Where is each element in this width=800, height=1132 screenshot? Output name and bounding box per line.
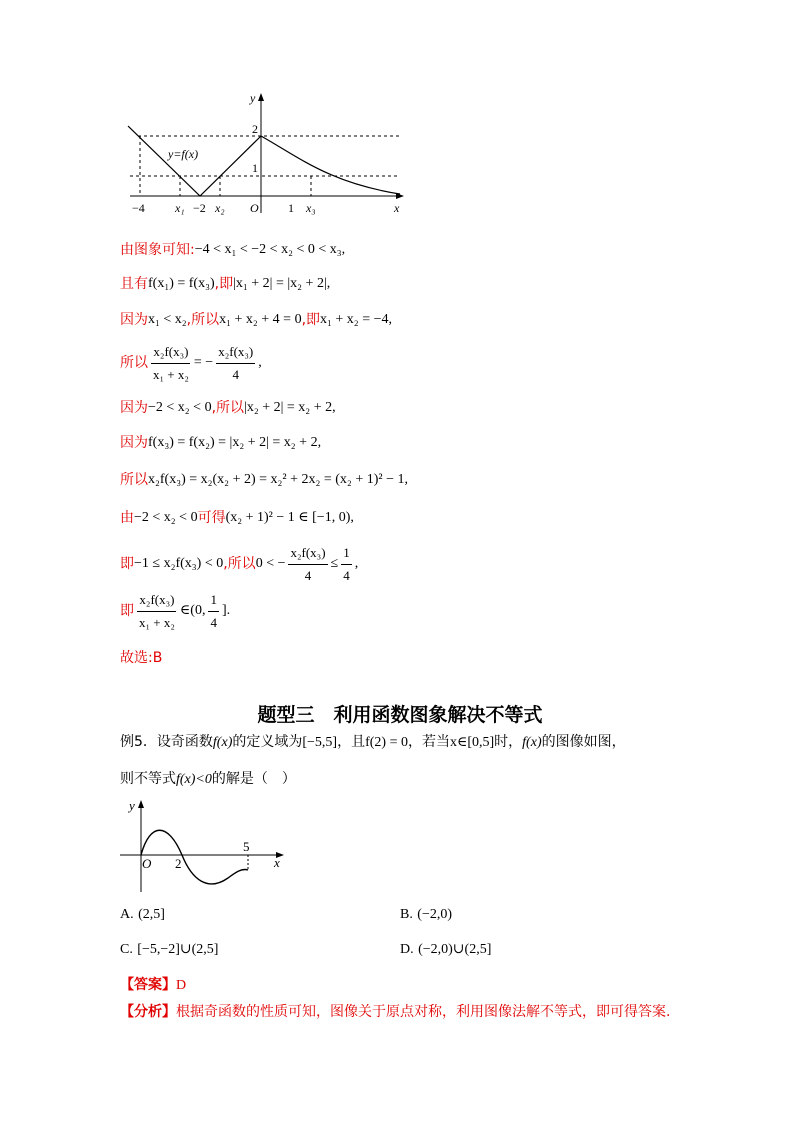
graph1-tick-x3: x₃	[306, 201, 316, 215]
graph2-y-label: y	[129, 798, 135, 813]
graph1-x-label: x	[394, 201, 400, 215]
answer: 【答案】D	[120, 977, 187, 993]
analysis: 【分析】根据奇函数的性质可知，图像关于原点对称，利用图像法解不等式，即可得答案.	[120, 1004, 671, 1020]
graph2-x-label: x	[274, 855, 280, 870]
graph2-tick-5: 5	[243, 839, 250, 854]
solution-line-2: 且有 f(x₁) = f(x₃) ,即 |x₁ + 2| = |x₂ + 2| ,	[120, 276, 331, 292]
graph1-tick-2: 2	[252, 122, 258, 136]
graph1-y-label: y	[250, 91, 256, 105]
question-line-1: 例5．设奇函数f(x)的定义域为[−5,5]，且f(2) = 0，若当x∈[0,5]时，f(x)的图像如图，	[120, 734, 626, 750]
option-b[interactable]: B. (−2,0)	[400, 907, 453, 922]
solution-line-7: 所以 x₂f(x₃) = x₂(x₂ + 2) = x₂² + 2x₂ = (x₂ + 1)² − 1 ,	[120, 472, 408, 488]
graph1-tick-1: 1	[252, 161, 258, 175]
graph1-tick-neg2: −2	[193, 201, 206, 215]
option-d[interactable]: D. (−2,0)∪(2,5]	[400, 942, 492, 957]
graph1-tick-x1: x₁	[175, 201, 185, 215]
solution-line-8: 由 −2 < x₂ < 0 可得 (x₂ + 1)² − 1 ∈ [−1, 0) ,	[120, 510, 354, 526]
solution-line-6: 因为 f(x₃) = f(x₂) = |x₂ + 2| = x₂ + 2 ,	[120, 435, 322, 451]
solution-line-10: 即 $\frac{\text{x₂f(x₃)}}{\text{x₁ + x₂}}$ ∈ (0, $\frac{1}{4}$ ].	[120, 591, 231, 630]
graph1-func-label: y=f(x)	[168, 147, 199, 161]
solution-answer: 故选:B	[120, 650, 163, 666]
solution-line-9: 即 −1 ≤ x₂f(x₃) < 0 ,所以 0 < − $\frac{\text{x₂f(x₃)}}{4}$ ≤ $\frac{1}{4}$ ,	[120, 544, 359, 583]
question-line-2: 则不等式f(x)<0的解是（ ）	[120, 771, 296, 787]
graph2-origin: O	[142, 856, 152, 871]
solution-line-4: 所以 $\frac{\text{x₂f(x₃)}}{\text{x₁ + x₂}}$ = − $\frac{\text{x₂f(x₃)}}{4}$ ,	[120, 343, 262, 382]
graph1-origin: O	[250, 201, 259, 215]
solution-line-3: 因为 x₁ < x₂ ,所以 x₁ + x₂ + 4 = 0 ,即 x₁ + x₂ = −4 ,	[120, 312, 392, 328]
solution-line-1: 由图象可知: −4 < x₁ < −2 < x₂ < 0 < x₃ ,	[120, 242, 346, 258]
graph1-tick-1x: 1	[288, 201, 294, 215]
option-c[interactable]: C. [−5,−2]∪(2,5]	[120, 942, 219, 957]
graph2-tick-2: 2	[175, 856, 182, 871]
graph1-tick-x2: x₂	[215, 201, 225, 215]
option-a[interactable]: A. (2,5]	[120, 907, 165, 922]
solution-line-5: 因为 −2 < x₂ < 0 ,所以 |x₂ + 2| = x₂ + 2 ,	[120, 400, 336, 416]
graph1-tick-neg4: −4	[132, 201, 145, 215]
function-graph-1	[120, 88, 410, 218]
function-graph-2	[120, 792, 290, 896]
section-heading: 题型三 利用函数图象解决不等式	[257, 704, 543, 726]
